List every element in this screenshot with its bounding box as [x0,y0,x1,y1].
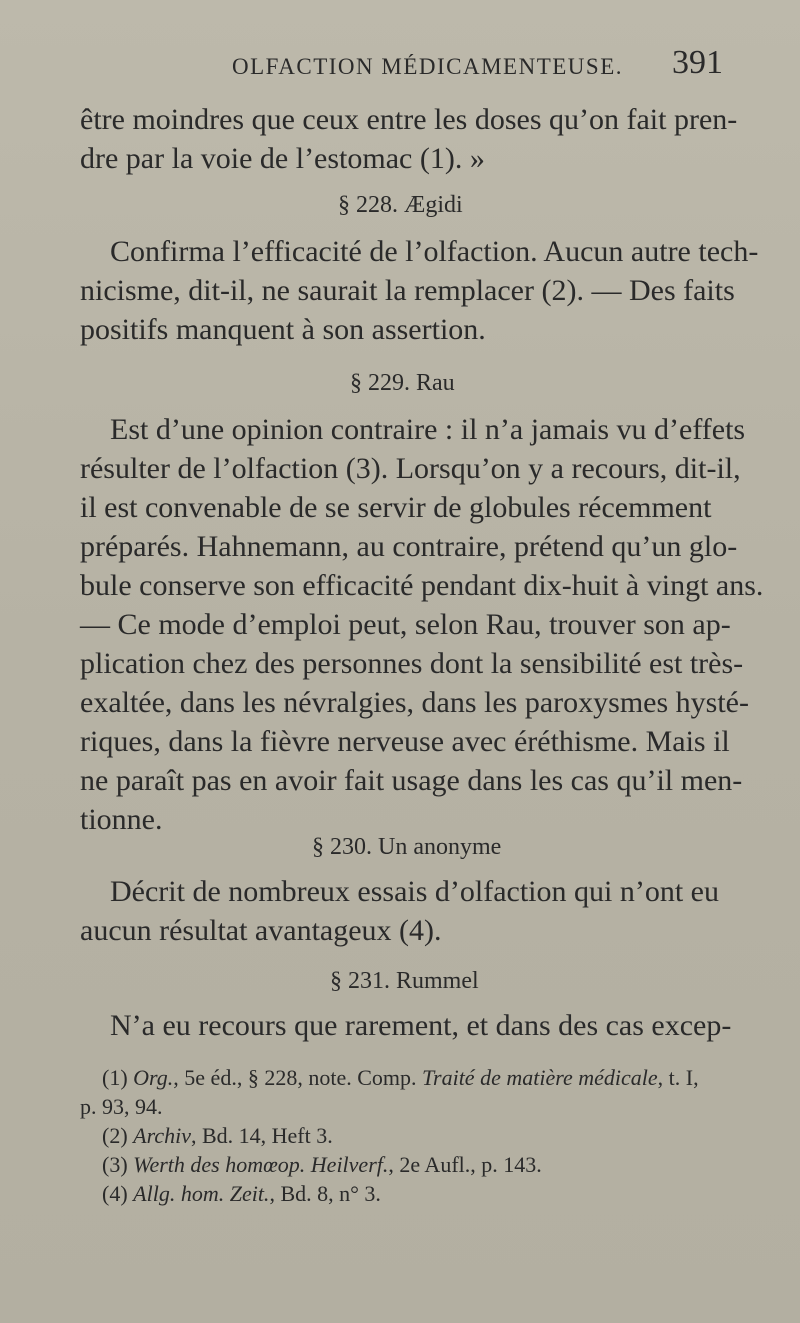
section-228-paragraph [80,232,759,349]
footnote-text: , t. I, [657,1065,699,1090]
text-line: Décrit de nombreux essais d’olfaction qui n’ont eu [110,875,719,908]
footnote-text: , Bd. 8, n° 3. [269,1181,381,1206]
text-line: tionne. [80,803,163,836]
footnote-2 [80,1121,740,1150]
text-line: exaltée, dans les névralgies, dans les paroxysmes hysté- [80,686,749,719]
text-line: positifs manquent à son assertion. [80,313,486,346]
text-line: riques, dans la fièvre nerveuse avec éréthisme. Mais il [80,725,730,758]
footnote-text: , 5e éd., § 228, note. Comp. [173,1065,422,1090]
text-line: Est d’une opinion contraire : il n’a jamais vu d’effets [110,413,746,446]
text-line: plication chez des personnes dont la sensibilité est très- [80,647,744,680]
text-line: être moindres que ceux entre les doses qu’on fait pren- [80,103,738,136]
footnote-marker: (3) [102,1152,134,1177]
text-line: préparés. Hahnemann, au contraire, prétend qu’un glo- [80,530,738,563]
footnote-source: Traité de matière médicale [422,1065,658,1090]
text-line: dre par la voie de l’estomac (1). » [80,142,485,175]
paragraph-continuation [80,100,738,178]
page-header [0,44,800,88]
footnote-1 [80,1063,740,1092]
running-title: OLFACTION MÉDICAMENTEUSE. [232,54,624,79]
footnote-source: Org. [133,1065,174,1090]
text-line: N’a eu recours que rarement, et dans des cas excep- [110,1009,732,1042]
footnote-text: , 2e Aufl., p. 143. [388,1152,542,1177]
section-230-heading: § 230. Un anonyme [312,834,502,860]
text-line: nicisme, dit-il, ne saurait la remplacer (2). — Des faits [80,274,735,307]
footnote-1-continuation: p. 93, 94. [80,1094,163,1119]
page-number: 391 [672,44,723,81]
text-line: résulter de l’olfaction (3). Lorsqu’on y a recours, dit-il, [80,452,741,485]
section-229-paragraph [80,410,764,839]
footnotes [80,1063,740,1208]
footnote-source: Werth des homœop. Heilverf. [133,1152,389,1177]
footnote-3 [80,1150,740,1179]
section-231-paragraph [80,1006,732,1045]
text-line: aucun résultat avantageux (4). [80,914,442,947]
text-line: — Ce mode d’emploi peut, selon Rau, trouver son ap- [80,608,731,641]
text-line: ne paraît pas en avoir fait usage dans les cas qu’il men- [80,764,743,797]
section-228-heading: § 228. Ægidi [338,192,463,218]
section-231-heading: § 231. Rummel [330,968,479,994]
footnote-marker: (4) [102,1181,134,1206]
text-line: bule conserve son efficacité pendant dix-huit à vingt ans. [80,569,764,602]
text-line: il est convenable de se servir de globules récemment [80,491,712,524]
footnote-source: Archiv [133,1123,191,1148]
footnote-marker: (2) [102,1123,134,1148]
footnote-marker: (1) [102,1065,134,1090]
section-229-heading: § 229. Rau [350,370,455,396]
footnote-text: , Bd. 14, Heft 3. [190,1123,333,1148]
section-230-paragraph [80,872,732,950]
text-line: Confirma l’efficacité de l’olfaction. Aucun autre tech- [110,235,759,268]
footnote-4 [80,1179,740,1208]
footnote-source: Allg. hom. Zeit. [133,1181,270,1206]
